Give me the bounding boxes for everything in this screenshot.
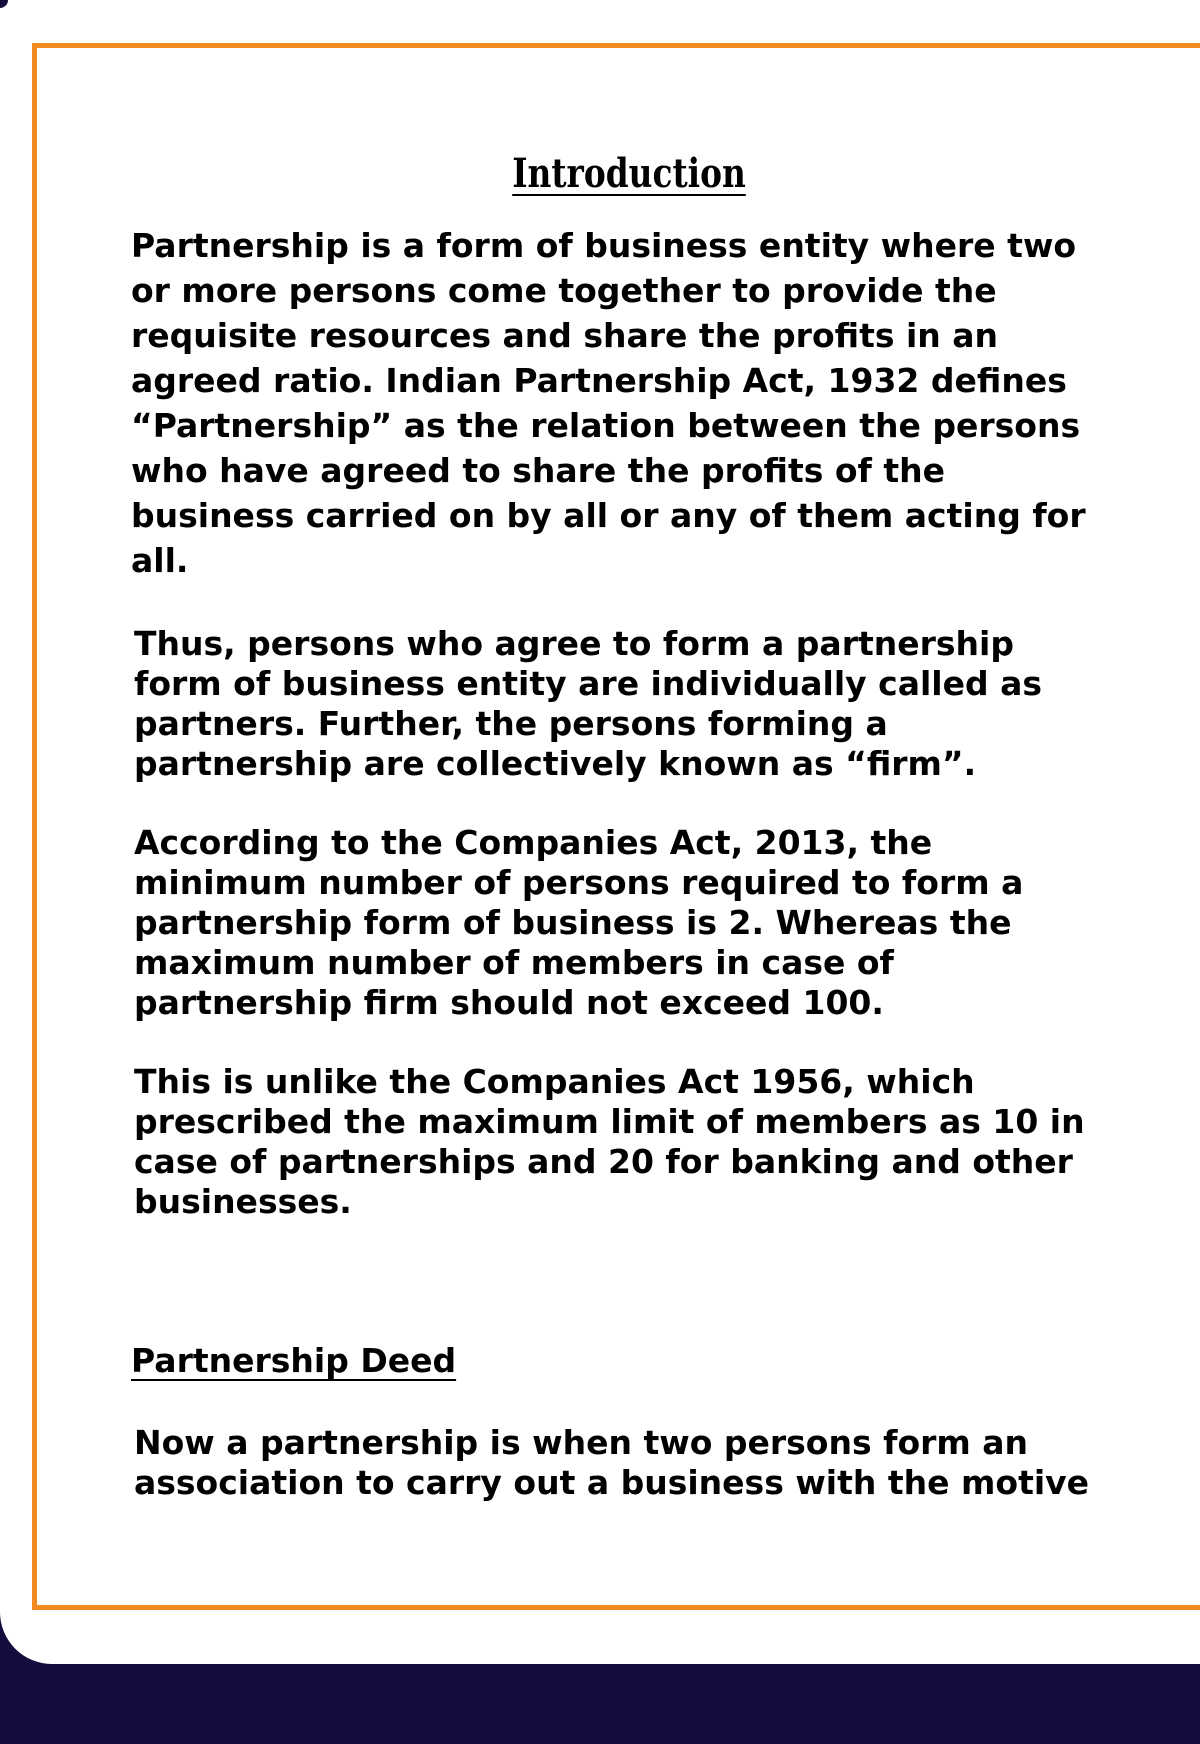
text-line: business carried on by all or any of them acting for [131,496,1086,535]
text-line: partnership are collectively known as “firm”. [134,744,977,783]
text-line: Now a partnership is when two persons form an [134,1423,1029,1462]
text-line: According to the Companies Act, 2013, the [134,823,933,862]
text-line: all. [131,541,189,580]
text-line: Partnership is a form of business entity where two [131,226,1077,265]
text-line: association to carry out a business with the motive [134,1463,1090,1502]
text-line: form of business entity are individually called as [134,664,1042,703]
text-line: businesses. [134,1182,352,1221]
paragraph-definition [131,223,1086,583]
text-line: partnership firm should not exceed 100. [134,983,884,1022]
text-line: “Partnership” as the relation between the persons [131,406,1081,445]
page-title-text: Introduction [512,150,746,197]
paragraph-companies-act-2013 [134,823,1023,1023]
text-line: agreed ratio. Indian Partnership Act, 1932 defines [131,361,1067,400]
page-title [113,146,1145,202]
text-line: This is unlike the Companies Act 1956, which [134,1062,975,1101]
text-line: case of partnerships and 20 for banking and other [134,1142,1073,1181]
paragraph-partners [134,624,1042,784]
paragraph-companies-act-1956 [134,1062,1085,1222]
text-line: requisite resources and share the profits in an [131,316,999,355]
text-line: or more persons come together to provide the [131,271,997,310]
text-line: who have agreed to share the profits of the [131,451,946,490]
paragraph-partnership-deed [134,1423,1089,1503]
text-line: partnership form of business is 2. Whereas the [134,903,1012,942]
section-heading: Partnership Deed [131,1341,457,1380]
corner-mark [0,0,8,8]
text-line: Thus, persons who agree to form a partnership [134,624,1014,663]
text-line: partners. Further, the persons forming a [134,704,888,743]
text-line: maximum number of members in case of [134,943,894,982]
text-line: minimum number of persons required to form a [134,863,1024,902]
text-line: prescribed the maximum limit of members as 10 in [134,1102,1085,1141]
